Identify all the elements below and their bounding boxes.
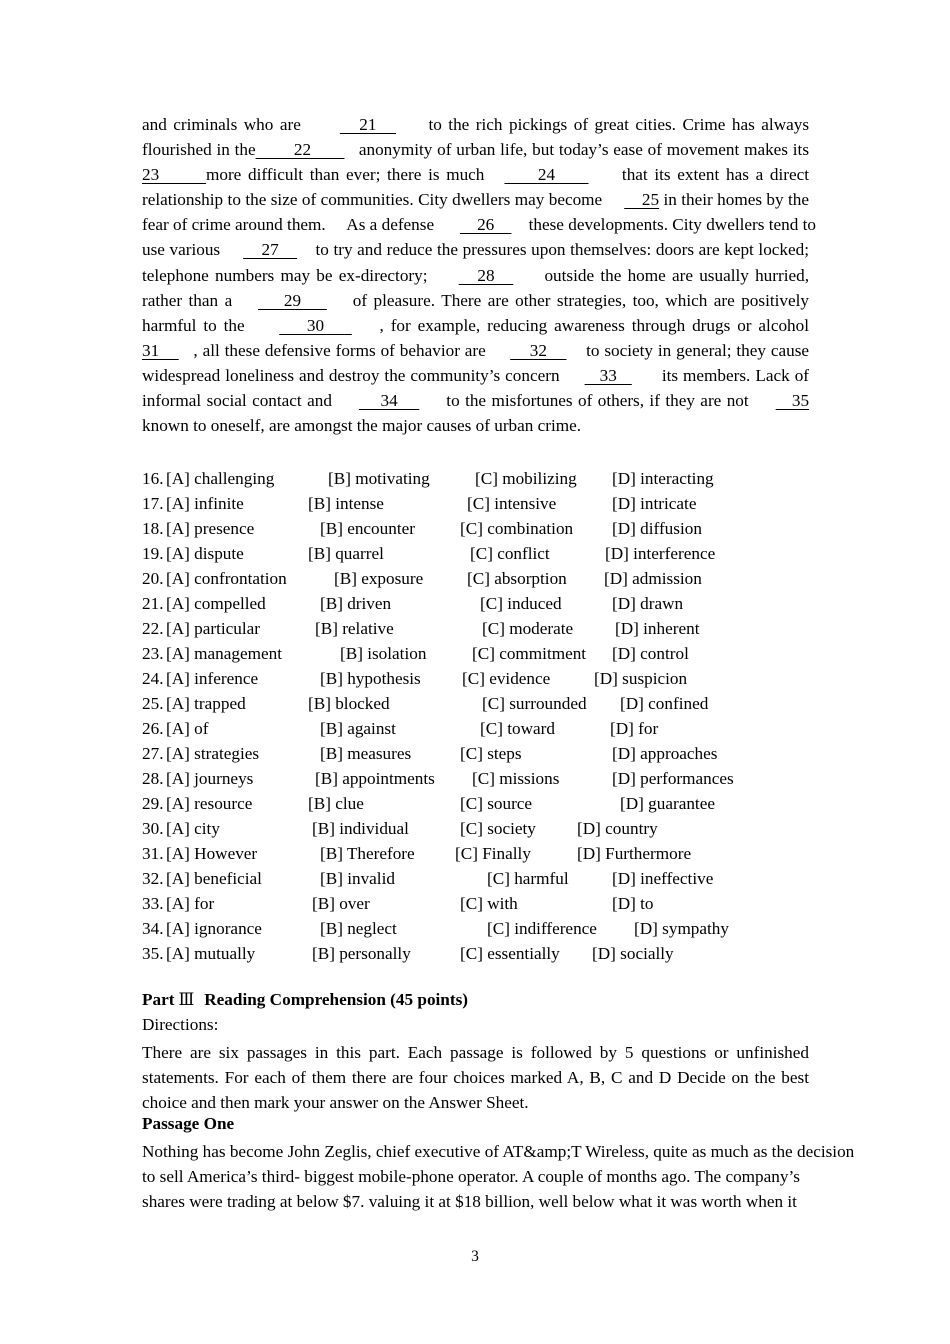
cloze-gap (511, 215, 528, 234)
option-choice-b[interactable]: [B] invalid (320, 869, 395, 888)
directions-line: There are six passages in this part. Each passage is followed by 5 questions or unfinished (142, 1043, 809, 1062)
option-choice-b[interactable]: [B] over (312, 894, 370, 913)
option-choice-c[interactable]: [C] induced (480, 594, 562, 613)
option-choice-c[interactable]: [C] source (460, 794, 533, 813)
option-choice-b[interactable]: [B] neglect (320, 919, 397, 938)
option-choice-c[interactable]: [C] indifference (487, 919, 597, 938)
passage-line: to sell America’s third- biggest mobile-phone operator. A couple of months ago. The company’s (142, 1167, 800, 1187)
option-choice-c[interactable]: [C] combination (460, 519, 574, 538)
part-label: Part (142, 990, 175, 1009)
question-number: 18. (142, 519, 164, 538)
option-row (142, 916, 822, 941)
cloze-gap (589, 165, 622, 184)
passage-one-text (142, 1139, 855, 1214)
option-choice-a[interactable]: [A] ignorance (166, 919, 262, 938)
option-choice-d[interactable]: [D] interference (605, 544, 716, 563)
cloze-blank[interactable]: 31 (142, 340, 179, 360)
cloze-text: more difficult than ever; there is much (205, 165, 485, 185)
option-choice-a[interactable]: [A] confrontation (166, 569, 287, 588)
option-choice-a[interactable]: [A] beneficial (166, 869, 262, 888)
option-choice-b[interactable]: [B] appointments (315, 769, 435, 788)
option-row (142, 616, 822, 641)
option-choice-c[interactable]: [C] society (460, 819, 536, 838)
option-choice-a[interactable]: [A] resource (166, 794, 253, 813)
cloze-text: relationship to the size of communities. City dwellers may become (142, 190, 603, 210)
option-choice-d[interactable]: [D] ineffective (612, 869, 714, 888)
question-number: 30. (142, 819, 164, 838)
cloze-text: telephone numbers may be ex-directory; (142, 265, 428, 285)
option-choice-d[interactable]: [D] sympathy (634, 919, 729, 938)
option-choice-a[interactable]: [A] presence (166, 519, 255, 538)
question-number: 27. (142, 744, 164, 763)
cloze-gap (560, 366, 585, 385)
cloze-line (142, 363, 809, 388)
option-row (142, 666, 822, 691)
question-number: 26. (142, 719, 164, 738)
option-choice-d[interactable]: [D] interacting (612, 469, 714, 488)
option-choice-c[interactable]: [C] missions (472, 769, 560, 788)
cloze-gap (513, 266, 544, 285)
cloze-gap (232, 291, 258, 310)
option-choice-b[interactable]: [B] driven (320, 594, 392, 613)
cloze-gap (327, 291, 353, 310)
passage-one-title: Passage One (142, 1114, 235, 1133)
option-choice-b[interactable]: [B] clue (308, 794, 364, 813)
cloze-line (142, 212, 816, 237)
option-choice-c[interactable]: [C] moderate (482, 619, 574, 638)
cloze-blank[interactable]: 30 (279, 315, 352, 335)
question-number: 23. (142, 644, 164, 663)
option-choice-a[interactable]: [A] infinite (166, 494, 244, 513)
cloze-blank[interactable]: 33 (584, 365, 632, 385)
option-choice-c[interactable]: [C] evidence (462, 669, 551, 688)
option-row (142, 741, 822, 766)
cloze-gap (749, 391, 776, 410)
option-row (142, 816, 822, 841)
page-number: 3 (471, 1248, 479, 1265)
question-number: 19. (142, 544, 164, 563)
question-number: 35. (142, 944, 164, 963)
option-choice-c[interactable]: [C] toward (480, 719, 555, 738)
option-choice-d[interactable]: [D] approaches (612, 744, 718, 763)
option-choice-c[interactable]: [C] absorption (467, 569, 567, 588)
cloze-line (142, 263, 809, 288)
option-choice-d[interactable]: [D] control (612, 644, 689, 663)
option-choice-b[interactable]: [B] relative (315, 619, 394, 638)
option-row (142, 866, 822, 891)
option-choice-d[interactable]: [D] for (610, 719, 659, 738)
cloze-gap (352, 316, 380, 335)
question-number: 22. (142, 619, 164, 638)
option-row (142, 541, 822, 566)
option-choice-a[interactable]: [A] management (166, 644, 282, 663)
option-choice-d[interactable]: [D] performances (612, 769, 734, 788)
cloze-gap (179, 341, 194, 360)
cloze-text: of pleasure. There are other strategies, too, which are positively (352, 290, 810, 310)
cloze-text: rather than a (142, 290, 233, 310)
option-choice-b[interactable]: [B] Therefore (320, 844, 415, 863)
option-row (142, 641, 822, 666)
option-choice-d[interactable]: [D] inherent (615, 619, 700, 638)
cloze-text: informal social contact and (142, 391, 332, 411)
cloze-text: and criminals who are (142, 115, 301, 134)
part-title: Reading Comprehension (45 points) (204, 990, 469, 1009)
part-roman-numeral: Ⅲ (178, 990, 195, 1009)
option-choice-b[interactable]: [B] exposure (334, 569, 424, 588)
cloze-text: its members. Lack of (661, 365, 810, 385)
cloze-gap (632, 366, 662, 385)
question-number: 20. (142, 569, 164, 588)
cloze-text: widespread loneliness and destroy the community’s concern (142, 365, 560, 385)
directions-line: statements. For each of them there are four choices marked A, B, C and D Decide on the best (142, 1068, 809, 1088)
option-choice-c[interactable]: [C] mobilizing (475, 469, 577, 488)
cloze-text: to the rich pickings of great cities. Crime has always (428, 115, 810, 134)
option-choice-b[interactable]: [B] encounter (320, 519, 415, 538)
cloze-gap (332, 391, 359, 410)
cloze-gap (434, 215, 460, 234)
option-choice-d[interactable]: [D] drawn (612, 594, 684, 613)
option-row (142, 591, 822, 616)
option-choice-a[interactable]: [A] trapped (166, 694, 246, 713)
cloze-text: these developments. City dwellers tend to (528, 215, 816, 235)
cloze-line (142, 187, 809, 212)
option-choice-a[interactable]: [A] dispute (166, 544, 244, 563)
cloze-gap (602, 190, 624, 209)
option-choice-d[interactable]: [D] confined (620, 694, 709, 713)
cloze-text: use various (142, 240, 221, 260)
option-choice-d[interactable]: [D] intricate (612, 494, 697, 513)
option-choice-a[interactable]: [A] strategies (166, 744, 260, 763)
option-choice-a[interactable]: [A] mutually (166, 944, 256, 963)
cloze-text: in their homes by the (659, 190, 810, 210)
option-row (142, 491, 822, 516)
option-choice-a[interactable]: [A] particular (166, 619, 261, 638)
cloze-text: anonymity of urban life, but today’s ease of movement makes its (358, 140, 810, 160)
cloze-blank[interactable]: 22 (255, 140, 345, 160)
cloze-text: outside the home are usually hurried, (544, 265, 810, 285)
cloze-gap (396, 115, 428, 134)
cloze-line (142, 338, 809, 363)
cloze-gap (297, 240, 315, 259)
part-three-heading (142, 990, 468, 1010)
option-row (142, 941, 822, 966)
question-number: 16. (142, 469, 164, 488)
cloze-blank[interactable]: 24 (504, 165, 589, 185)
option-choice-a[interactable]: [A] of (166, 719, 209, 738)
cloze-gap (345, 140, 359, 159)
option-row (142, 766, 822, 791)
option-row (142, 716, 822, 741)
question-number: 31. (142, 844, 164, 863)
option-choice-a[interactable]: [A] However (166, 844, 258, 863)
option-choice-d[interactable]: [D] admission (604, 569, 702, 588)
directions-text (142, 1040, 809, 1115)
question-number: 17. (142, 494, 164, 513)
option-choice-a[interactable]: [A] city (166, 819, 220, 838)
option-choice-c[interactable]: [C] steps (460, 744, 522, 763)
cloze-text: As a defense (346, 215, 435, 235)
cloze-text: , all these defensive forms of behavior are (193, 340, 486, 360)
cloze-line (142, 313, 809, 338)
option-choice-a[interactable]: [A] journeys (166, 769, 254, 788)
cloze-gap (245, 316, 280, 335)
option-choice-c[interactable]: [C] with (460, 894, 518, 913)
passage-line: Nothing has become John Zeglis, chief executive of AT&amp;T Wireless, quite as much as the decision (142, 1142, 855, 1161)
option-choice-a[interactable]: [A] for (166, 894, 215, 913)
question-number: 24. (142, 669, 164, 688)
option-choice-b[interactable]: [B] individual (312, 819, 409, 838)
directions-line: choice and then mark your answer on the Answer Sheet. (142, 1093, 529, 1113)
option-choice-d[interactable]: [D] socially (592, 944, 674, 963)
option-row (142, 691, 822, 716)
option-choice-b[interactable]: [B] isolation (340, 644, 427, 663)
cloze-line (142, 388, 809, 413)
question-number: 25. (142, 694, 164, 713)
option-choice-b[interactable]: [B] motivating (328, 469, 430, 488)
option-choice-c[interactable]: [C] surrounded (482, 694, 587, 713)
cloze-text: fear of crime around them. (142, 215, 326, 235)
cloze-line (142, 237, 809, 262)
cloze-line (142, 162, 809, 187)
cloze-text: that its extent has a direct (621, 165, 810, 185)
options-list (142, 466, 822, 966)
cloze-blank[interactable]: 32 (510, 340, 567, 360)
option-choice-c[interactable]: [C] Finally (455, 844, 531, 863)
cloze-gap (419, 391, 446, 410)
cloze-gap (484, 165, 504, 184)
option-choice-d[interactable]: [D] country (577, 819, 658, 838)
cloze-gap (220, 240, 243, 259)
cloze-gap (301, 115, 340, 134)
option-choice-b[interactable]: [B] intense (308, 494, 384, 513)
cloze-blank[interactable]: 29 (258, 290, 327, 310)
cloze-blank[interactable]: 23 (142, 165, 206, 185)
option-choice-b[interactable]: [B] hypothesis (320, 669, 421, 688)
option-choice-b[interactable]: [B] blocked (308, 694, 390, 713)
option-choice-c[interactable]: [C] intensive (467, 494, 557, 513)
option-choice-c[interactable]: [C] harmful (487, 869, 569, 888)
cloze-line (142, 288, 809, 313)
option-choice-b[interactable]: [B] quarrel (308, 544, 384, 563)
option-choice-b[interactable]: [B] measures (320, 744, 412, 763)
option-choice-b[interactable]: [B] personally (312, 944, 411, 963)
cloze-blank[interactable]: 21 (339, 115, 396, 134)
option-row (142, 466, 822, 491)
option-choice-d[interactable]: [D] guarantee (620, 794, 715, 813)
option-row (142, 891, 822, 916)
option-row (142, 791, 822, 816)
question-number: 34. (142, 919, 164, 938)
cloze-line (142, 137, 809, 162)
cloze-text: harmful to the (142, 315, 245, 335)
cloze-blank[interactable]: 35 (775, 391, 810, 411)
cloze-text: to society in general; they cause (586, 340, 810, 360)
cloze-blank[interactable]: 28 (458, 265, 514, 285)
option-choice-c[interactable]: [C] essentially (460, 944, 560, 963)
option-choice-d[interactable]: [D] diffusion (612, 519, 702, 538)
option-choice-d[interactable]: [D] suspicion (594, 669, 688, 688)
cloze-text: to try and reduce the pressures upon themselves: doors are kept locked; (315, 240, 810, 260)
option-choice-b[interactable]: [B] against (320, 719, 396, 738)
cloze-passage (142, 112, 816, 438)
question-number: 33. (142, 894, 164, 913)
question-number: 32. (142, 869, 164, 888)
question-number: 29. (142, 794, 164, 813)
cloze-gap (567, 341, 587, 360)
passage-line: shares were trading at below $7. valuing it at $18 billion, well below what it was worth when it (142, 1192, 797, 1212)
option-choice-c[interactable]: [C] commitment (472, 644, 587, 663)
option-row (142, 516, 822, 541)
option-choice-a[interactable]: [A] inference (166, 669, 259, 688)
option-choice-d[interactable]: [D] Furthermore (577, 844, 692, 863)
cloze-blank[interactable]: 34 (358, 391, 420, 411)
cloze-text: flourished in the (142, 140, 256, 160)
option-choice-d[interactable]: [D] to (612, 894, 654, 913)
cloze-gap (486, 341, 510, 360)
cloze-text: known to oneself, are amongst the major causes of urban crime. (142, 416, 582, 436)
cloze-text: , for example, reducing awareness through drugs or alcohol (379, 315, 810, 335)
option-choice-c[interactable]: [C] conflict (470, 544, 550, 563)
cloze-line (142, 112, 809, 137)
option-row (142, 566, 822, 591)
cloze-gap (326, 215, 347, 234)
directions-label: Directions: (142, 1015, 219, 1034)
option-choice-a[interactable]: [A] challenging (166, 469, 275, 488)
option-row (142, 841, 822, 866)
question-number: 21. (142, 594, 164, 613)
cloze-line (142, 413, 809, 438)
cloze-blank[interactable]: 25 (624, 190, 660, 210)
cloze-text: to the misfortunes of others, if they are not (446, 391, 749, 411)
question-number: 28. (142, 769, 164, 788)
option-choice-a[interactable]: [A] compelled (166, 594, 266, 613)
cloze-blank[interactable]: 26 (459, 215, 512, 235)
cloze-gap (428, 266, 459, 285)
cloze-blank[interactable]: 27 (243, 240, 298, 260)
